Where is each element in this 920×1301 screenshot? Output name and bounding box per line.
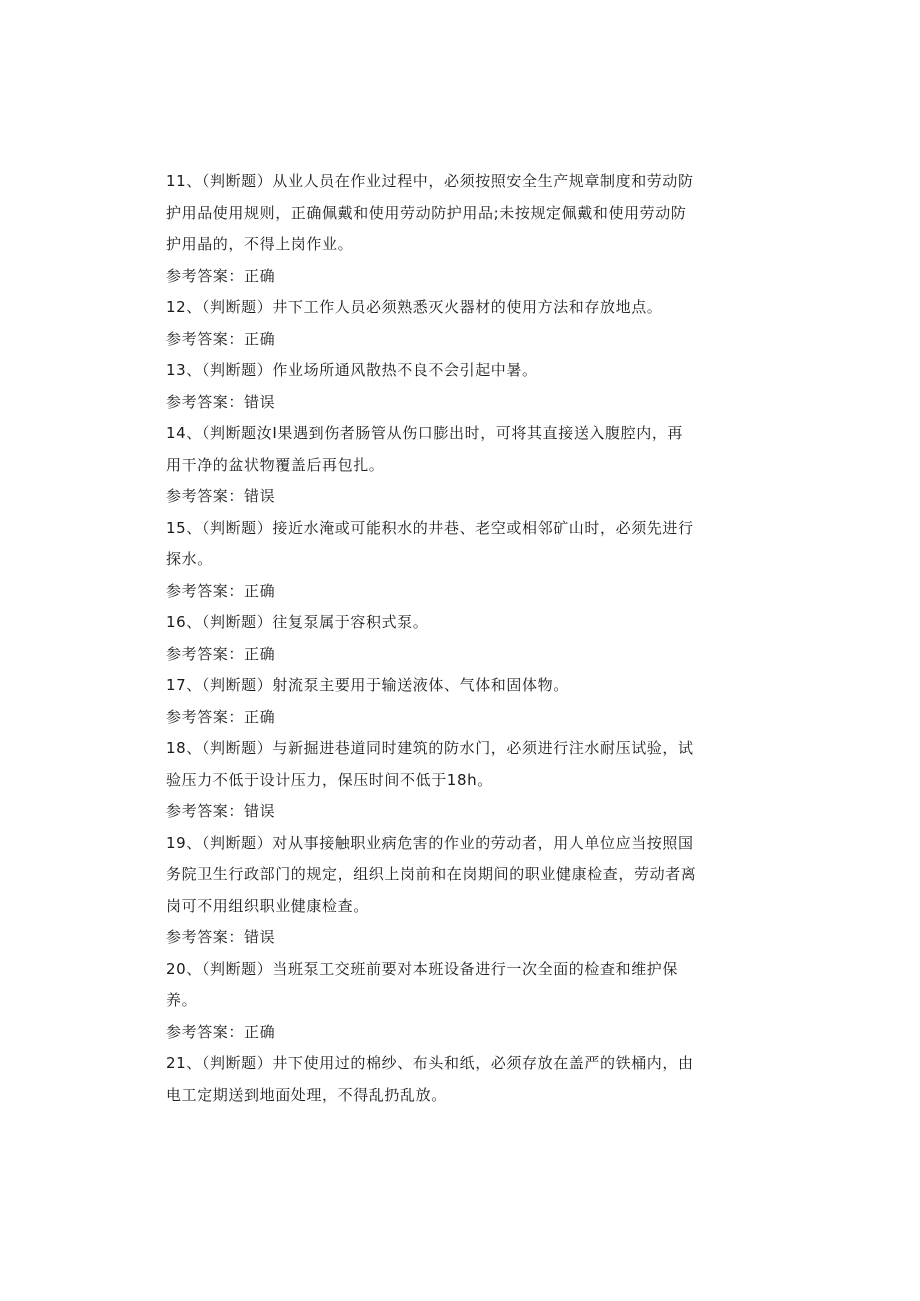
question-item: [166, 670, 756, 733]
reference-answer: 参考答案：正确: [166, 1022, 276, 1041]
reference-answer: 参考答案：正确: [166, 329, 276, 348]
question-item: [166, 954, 756, 1049]
question-item: [166, 513, 756, 608]
question-text-line: 15、（判断题）接近水淹或可能积水的井巷、老空或相邻矿山时，必须先进行: [166, 518, 694, 537]
reference-answer: 参考答案：错误: [166, 928, 276, 946]
reference-answer: 参考答案：错误: [166, 802, 276, 820]
question-text-line: 岗可不用组织职业健康检查。: [166, 896, 369, 915]
question-text-line: 19、（判断题）对从事接触职业病危害的作业的劳动者，用人单位应当按照国: [166, 833, 694, 852]
question-text-line: 17、（判断题）射流泵主要用于输送液体、气体和固体物。: [166, 676, 569, 694]
question-text-line: 护用品使用规则，正确佩戴和使用劳动防护用品;未按规定佩戴和使用劳动防: [166, 203, 687, 222]
question-item: [166, 828, 756, 954]
question-list: [166, 166, 756, 1111]
question-text-line: 务院卫生行政部门的规定，组织上岗前和在岗期间的职业健康检查，劳动者离: [166, 865, 697, 883]
reference-answer: 参考答案：正确: [166, 266, 276, 285]
question-text-line: 用干净的盆状物覆盖后再包扎。: [166, 455, 385, 474]
question-text-line: 14、（判断题汝I果遇到伤者肠管从伤口膨出时，可将其直接送入腹腔内，再: [166, 424, 684, 442]
question-text-line: 探水。: [166, 550, 213, 568]
question-item: [166, 292, 756, 355]
question-item: [166, 607, 756, 670]
question-text-line: 20、（判断题）当班泵工交班前要对本班设备进行一次全面的检查和维护保: [166, 959, 678, 978]
question-item: [166, 166, 756, 292]
question-text-line: 21、（判断题）井下使用过的棉纱、布头和纸，必须存放在盖严的铁桶内，由: [166, 1054, 694, 1072]
question-text-line: 18、（判断题）与新掘进巷道同时建筑的防水门，必须进行注水耐压试验，试: [166, 739, 694, 757]
question-text-line: 16、（判断题）往复泵属于容积式泵。: [166, 613, 429, 631]
reference-answer: 参考答案：错误: [166, 392, 276, 411]
question-item: [166, 418, 756, 513]
question-text-line: 护用晶的，不得上岗作业。: [166, 235, 354, 253]
question-item: [166, 1048, 756, 1111]
question-item: [166, 733, 756, 828]
question-text-line: 养。: [166, 991, 198, 1009]
question-text-line: 12、（判断题）井下工作人员必须熟悉灭火器材的使用方法和存放地点。: [166, 298, 663, 316]
question-text-line: 验压力不低于设计压力，保压时间不低于18h。: [166, 770, 493, 789]
reference-answer: 参考答案：错误: [166, 487, 276, 505]
question-text-line: 11、（判断题）从业人员在作业过程中，必须按照安全生产规章制度和劳动防: [166, 172, 694, 190]
reference-answer: 参考答案：正确: [166, 581, 276, 600]
question-text-line: 电工定期送到地面处理，不得乱扔乱放。: [166, 1085, 447, 1104]
question-item: [166, 355, 756, 418]
reference-answer: 参考答案：正确: [166, 707, 276, 726]
question-text-line: 13、（判断题）作业场所通风散热不良不会引起中暑。: [166, 361, 538, 379]
reference-answer: 参考答案：正确: [166, 644, 276, 663]
